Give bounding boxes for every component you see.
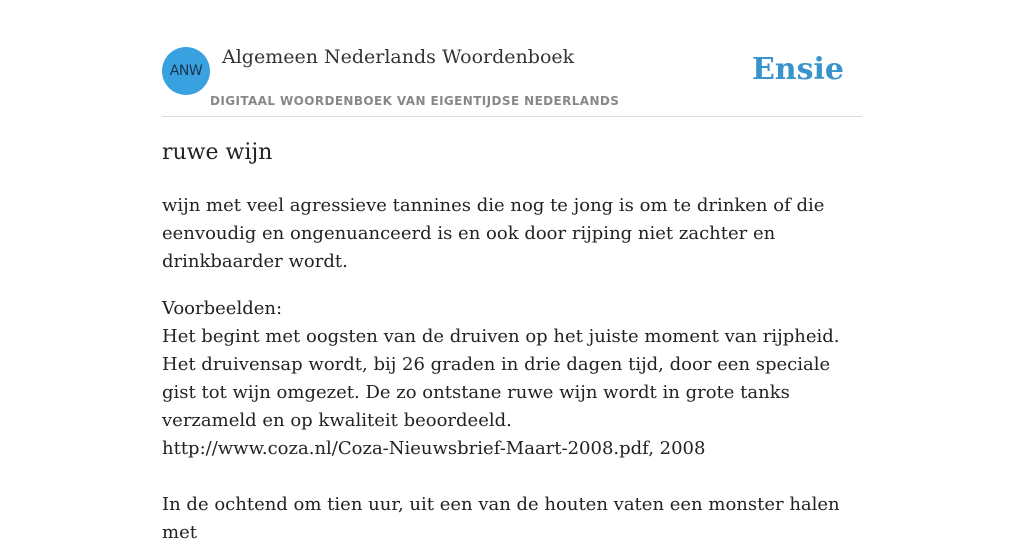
site-title[interactable]: Algemeen Nederlands Woordenboek bbox=[222, 46, 575, 68]
entry-definition: wijn met veel agressieve tannines die nog te jong is om te drinken of die eenvoudig en ongenuanceerd is en ook door rijping niet zachter en drinkbaarder wordt. bbox=[162, 195, 825, 272]
example-text: Het begint met oogsten van de druiven op het juiste moment van rijpheid. Het druivensap wordt, bij 26 graden in drie dagen tijd, door een speciale gist tot wijn omgezet. De zo ontstane ruwe wijn wordt in grote tanks verzameld en op kwaliteit beoordeeld. bbox=[162, 326, 840, 431]
example-text: In de ochtend om tien uur, uit een van de houten vaten een monster halen met bbox=[162, 494, 840, 543]
entry-title: ruwe wijn bbox=[162, 140, 273, 165]
site-header bbox=[162, 0, 862, 117]
page-container bbox=[162, 0, 862, 543]
example-spacer bbox=[162, 463, 862, 491]
examples-label: Voorbeelden: bbox=[162, 298, 283, 319]
anw-logo[interactable] bbox=[162, 47, 210, 95]
ensie-brand-logo[interactable]: Ensie bbox=[751, 52, 844, 87]
logo-text: ANW bbox=[169, 63, 203, 79]
example-source: http://www.coza.nl/Coza-Nieuwsbrief-Maart-2008.pdf, 2008 bbox=[162, 438, 706, 459]
examples-section bbox=[162, 295, 862, 547]
site-subtitle: DIGITAAL WOORDENBOEK VAN EIGENTIJDSE NEDERLANDS bbox=[210, 94, 620, 108]
